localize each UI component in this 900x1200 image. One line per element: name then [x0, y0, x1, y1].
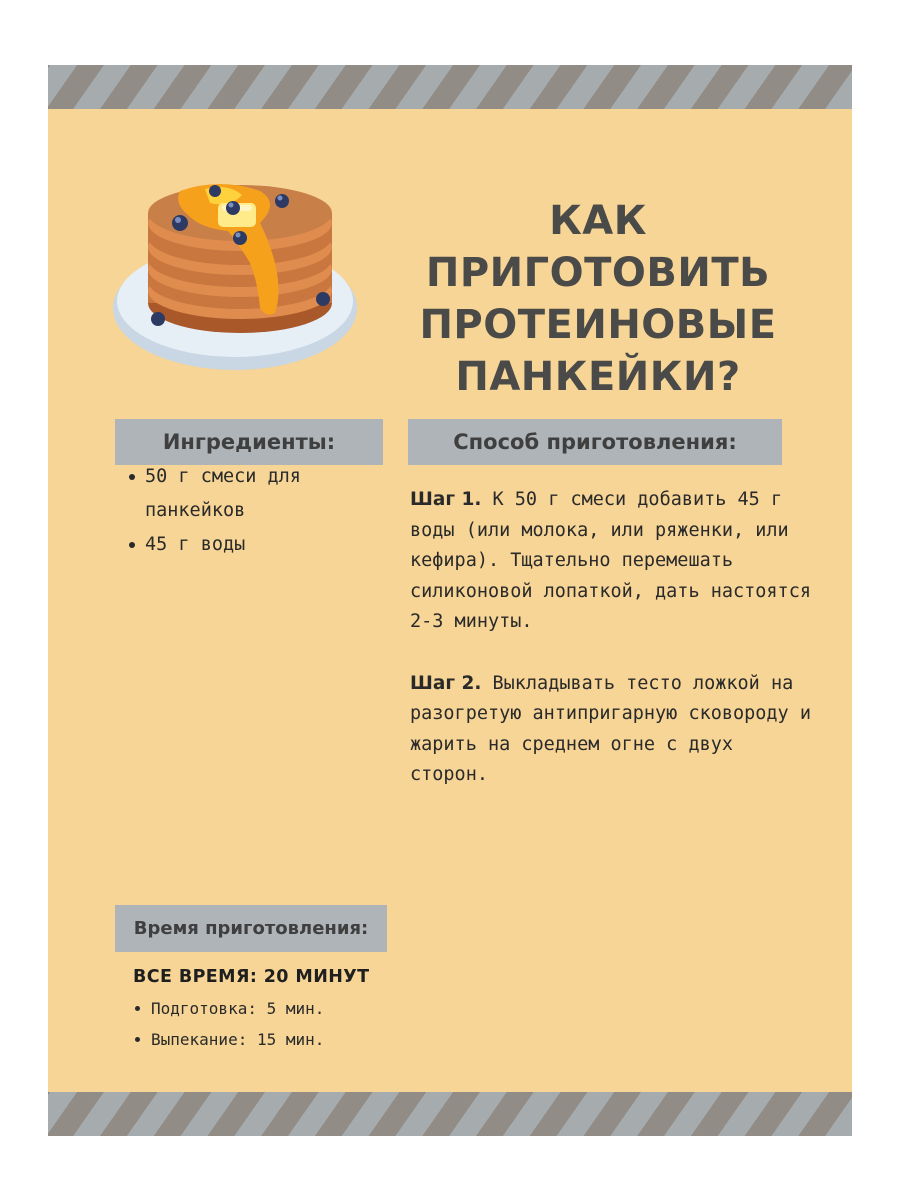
- step-1: [410, 485, 820, 638]
- time-list: [133, 993, 324, 1055]
- list-item: Выпекание: 15 мин.: [133, 1024, 324, 1055]
- top-stripe-border: [48, 65, 852, 109]
- step-2-label: Шаг 2.: [410, 672, 482, 694]
- list-item: 45 г воды: [125, 528, 365, 562]
- list-item: 50 г смеси для панкейков: [125, 460, 365, 528]
- total-time: ВСЕ ВРЕМЯ: 20 МИНУТ: [133, 967, 370, 987]
- recipe-card: [48, 65, 852, 1136]
- cooking-time-header: Время приготовления:: [115, 905, 387, 952]
- step-1-label: Шаг 1.: [410, 489, 482, 510]
- pancake-stack-icon: [110, 173, 362, 373]
- ingredients-header: Ингредиенты:: [115, 419, 383, 465]
- method-steps: [410, 485, 820, 822]
- step-1-text: К 50 г смеси добавить 45 г воды (или молока, или ряженки, или кефира). Тщательно перемешать силиконовой лопаткой, дать настоятся 2-3 минуты.: [410, 489, 811, 632]
- method-header: Способ приготовления:: [408, 419, 782, 465]
- step-2: [410, 669, 820, 791]
- list-item: Подготовка: 5 мин.: [133, 993, 324, 1024]
- page-title: КАК ПРИГОТОВИТЬ ПРОТЕИНОВЫЕ ПАНКЕЙКИ?: [419, 198, 777, 400]
- bottom-stripe-border: [48, 1092, 852, 1136]
- ingredients-list: [125, 460, 365, 562]
- step-2-text: Выкладывать тесто ложкой на разогретую антипригарную сковороду и жарить на среднем огне с двух сторон.: [410, 672, 811, 785]
